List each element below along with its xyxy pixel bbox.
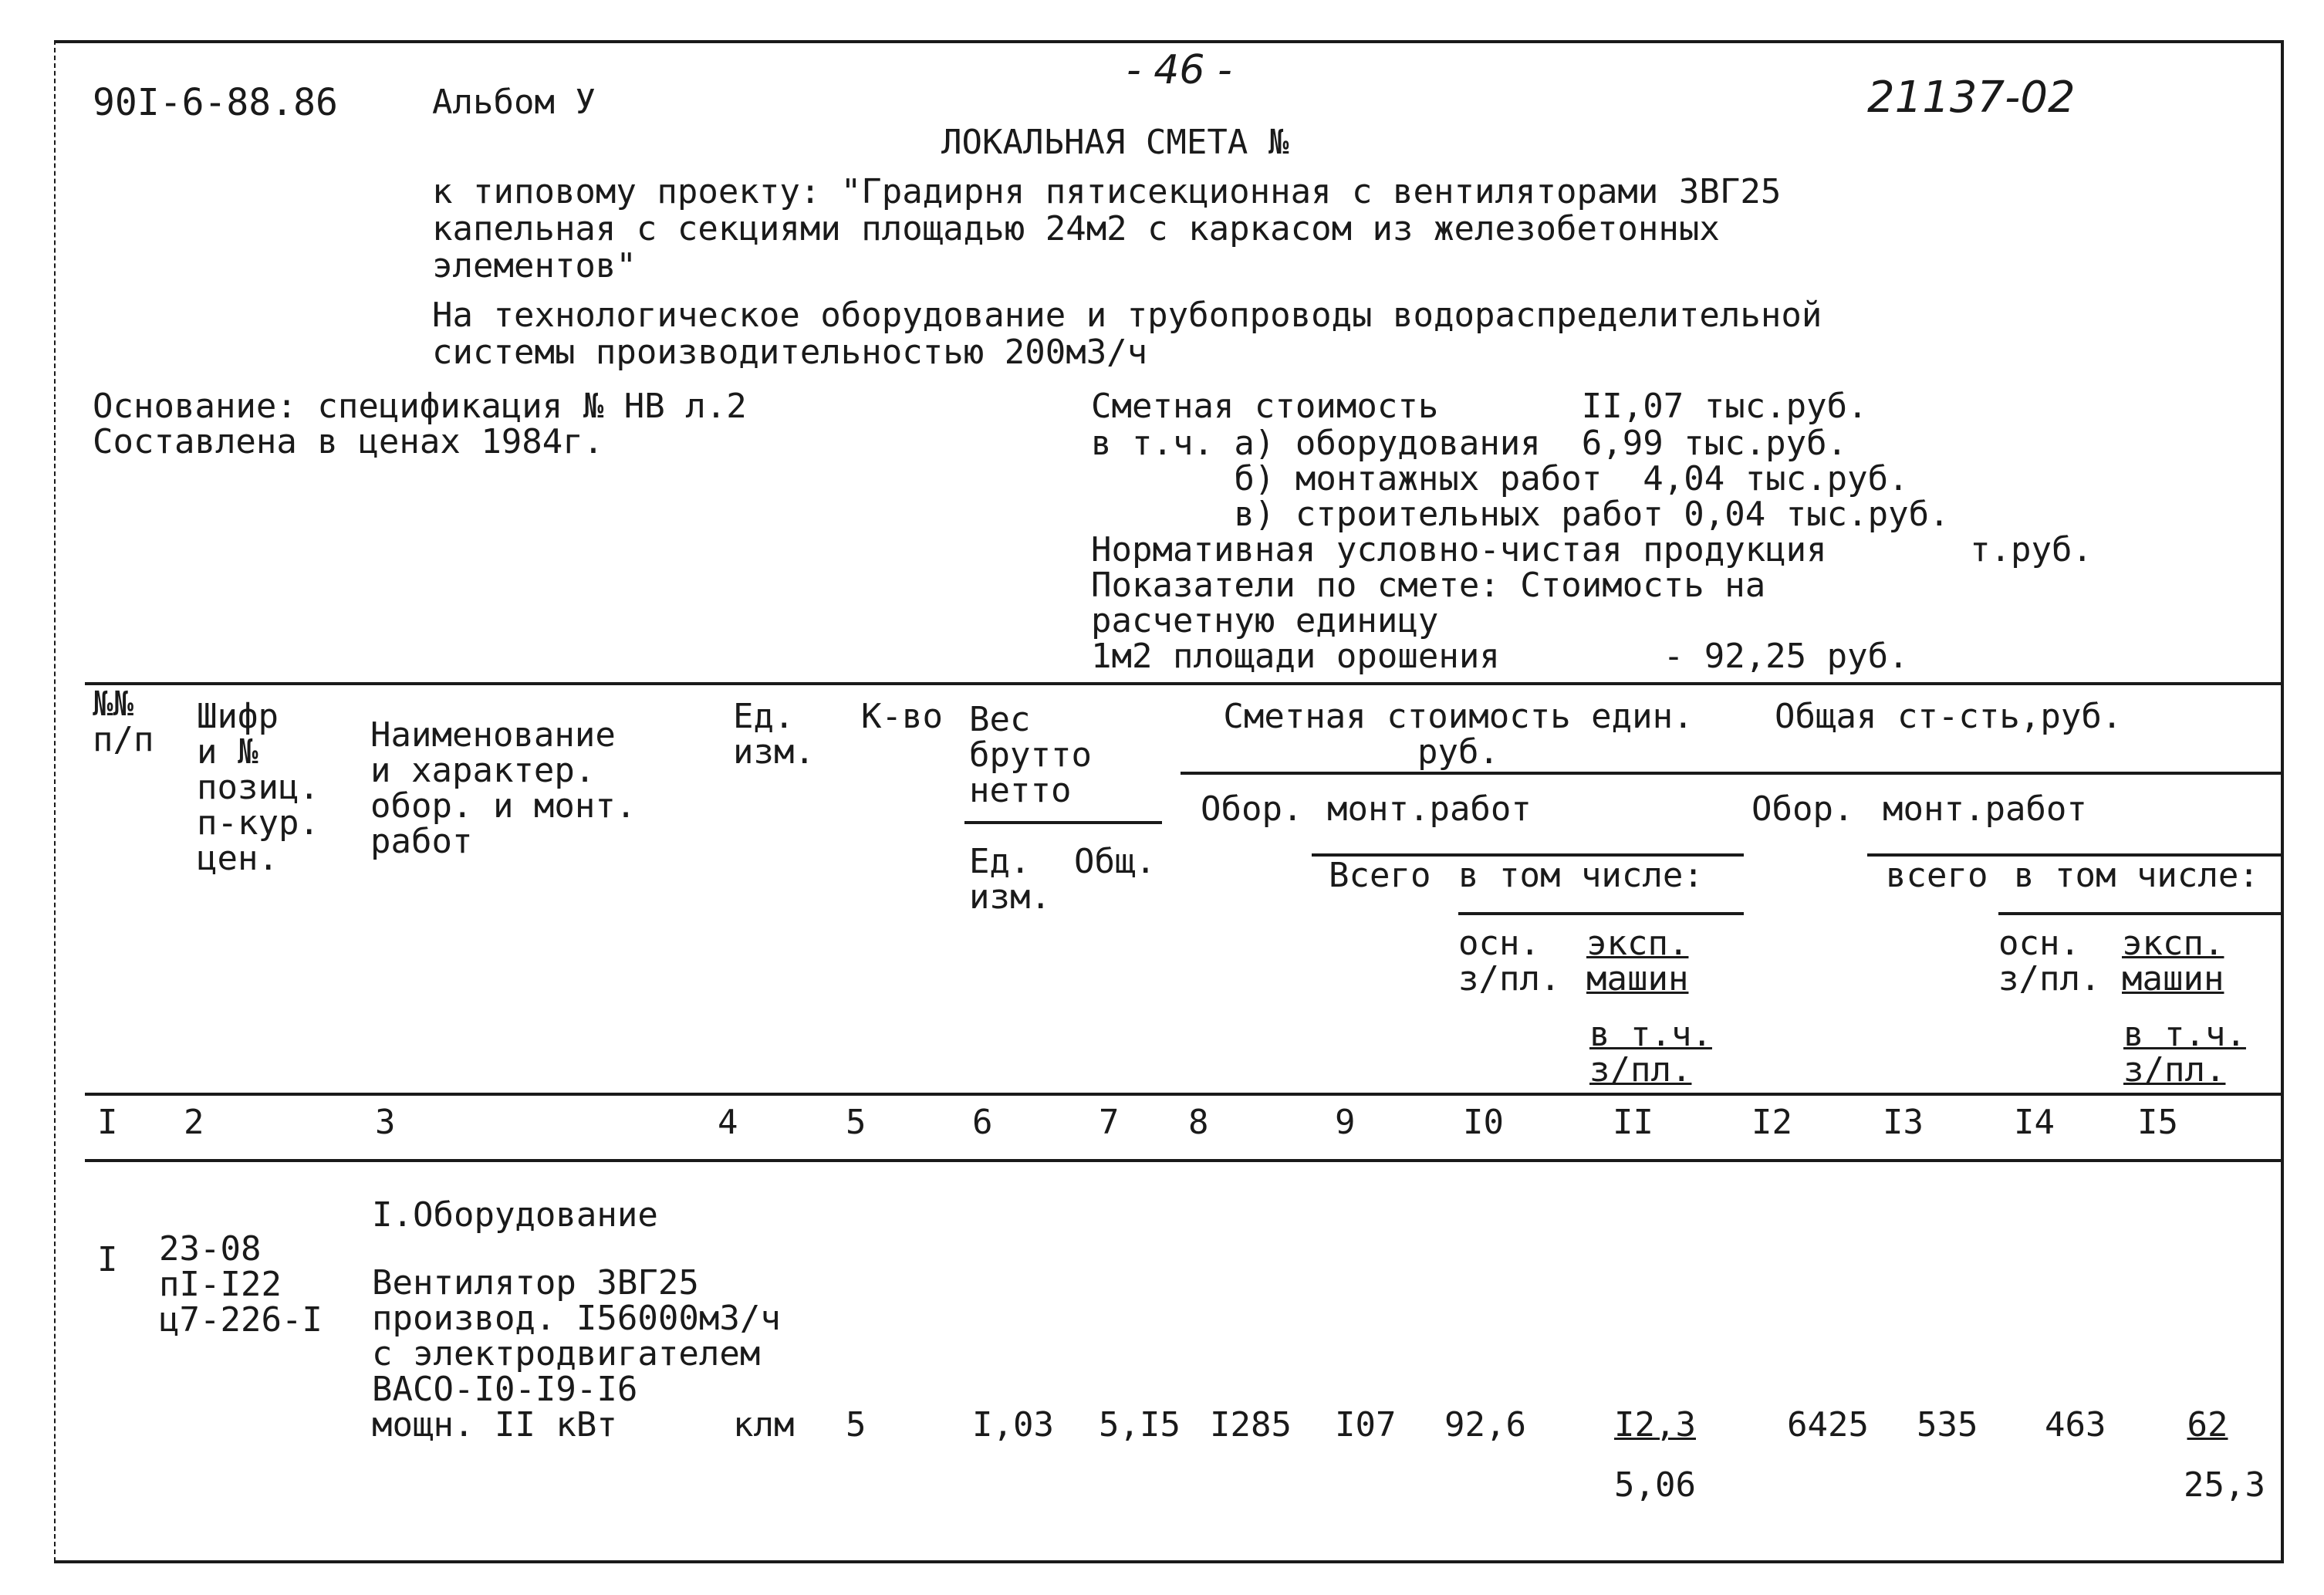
row-mount-unit: I07 [1335, 1405, 1397, 1445]
column-numbers-rule [85, 1159, 2281, 1162]
col-header-base-pay-unit: осн. з/пл. [1458, 924, 1561, 999]
project-line-4: На технологическое оборудование и трубопроводы водораспределительной [432, 296, 1822, 335]
column-number: 3 [375, 1103, 396, 1142]
incl-rule-2 [1998, 912, 2281, 915]
table-header-bottom-rule [85, 1093, 2281, 1096]
col-header-qty: К-во [861, 697, 943, 736]
row-machines-unit: I2,3 [1614, 1405, 1696, 1445]
column-number: 8 [1188, 1103, 1209, 1142]
col-header-name: Наименование и характер. обор. и монт. работ [370, 715, 637, 861]
col-header-code: Шифр и № позиц. п-кур. цен. [197, 697, 319, 878]
column-number: I2 [1751, 1103, 1792, 1142]
section-title: I.Оборудование [372, 1195, 658, 1235]
col-header-machines-pay-total: в т.ч. з/пл. [2123, 1015, 2246, 1090]
col-header-unit-cost: Сметная стоимость един. руб. [1223, 697, 1694, 772]
row-weight-unit: I,03 [972, 1405, 1054, 1445]
row-code: 23-08 пI-I22 ц7-226-I [159, 1229, 323, 1340]
col-header-num: №№ п/п [93, 684, 154, 759]
row-mount-total: 535 [1917, 1405, 1978, 1445]
column-number: 9 [1335, 1103, 1356, 1142]
column-number: 6 [972, 1103, 993, 1142]
basis-line-1: Основание: спецификация № НВ л.2 [93, 387, 747, 426]
col-header-mount-unit: монт.работ [1327, 789, 1532, 829]
cost-line-4: в) строительных работ 0,04 тыс.руб. [1091, 495, 1950, 534]
project-line-1: к типовому проекту: "Градирня пятисекционная с вентиляторами ЗВГ25 [432, 172, 1782, 211]
frame-bottom [54, 1560, 2284, 1563]
column-number: 7 [1099, 1103, 1120, 1142]
cost-line-1: Сметная стоимость II,07 тыс.руб. [1091, 387, 1868, 426]
cost-line-8: 1м2 площади орошения - 92,25 руб. [1091, 637, 1909, 676]
row-base-pay-unit: 92,6 [1444, 1405, 1526, 1445]
row-unit: клм [733, 1405, 795, 1445]
cost-line-3: б) монтажных работ 4,04 тыс.руб. [1091, 459, 1909, 498]
col-header-incl-total: в том числе: [2014, 856, 2259, 895]
col-header-total-all-unit: Всего [1329, 856, 1431, 895]
table-top-rule [85, 682, 2281, 685]
basis-line-2: Составлена в ценах 1984г. [93, 422, 604, 461]
incl-rule-1 [1458, 912, 1744, 915]
col-header-weight: Вес брутто нетто [969, 700, 1092, 810]
cost-line-5: Нормативная условно-чистая продукция т.руб. [1091, 530, 2093, 569]
row-weight-total: 5,I5 [1099, 1405, 1181, 1445]
col-header-machines-total: эксп. машин [2122, 924, 2224, 999]
frame-top [54, 40, 2284, 43]
col-header-equip-total: Обор. [1751, 789, 1854, 829]
column-number: 4 [718, 1103, 738, 1142]
column-number: 2 [184, 1103, 204, 1142]
col-header-weight-unit: Ед. изм. [969, 842, 1051, 917]
column-number: I5 [2137, 1103, 2178, 1142]
column-number: I [97, 1103, 118, 1142]
row-machines-total: 62 [2187, 1405, 2228, 1445]
row-qty: 5 [846, 1405, 866, 1445]
column-number: II [1613, 1103, 1653, 1142]
column-number: 5 [846, 1103, 866, 1142]
col-header-unit: Ед. изм. [733, 697, 815, 772]
row-name: Вентилятор ЗВГ25 производ. I56000м3/ч с электродвигателем ВАСО-I0-I9-I6 мощн. II кВт [372, 1263, 781, 1445]
estimate-title: ЛОКАЛЬНАЯ СМЕТА № [941, 123, 1289, 162]
row-base-pay-total: 463 [2045, 1405, 2106, 1445]
column-number: I4 [2014, 1103, 2055, 1142]
frame-right [2281, 40, 2284, 1562]
col-header-weight-total: Общ. [1074, 842, 1156, 881]
project-line-5: системы производительностью 200м3/ч [432, 333, 1148, 372]
col-header-mount-total: монт.работ [1883, 789, 2087, 829]
project-line-2: капельная с секциями площадью 24м2 с каркасом из железобетонных [432, 209, 1720, 248]
col-header-machines-pay-unit: в т.ч. з/пл. [1589, 1015, 1712, 1090]
col-header-total-cost: Общая ст-сть,руб. [1775, 697, 2123, 736]
row-machines-pay-unit: 5,06 [1614, 1465, 1696, 1505]
column-number: I3 [1883, 1103, 1924, 1142]
doc-number: 21137-02 [1867, 73, 2076, 123]
weight-rule [964, 821, 1162, 824]
col-header-equip-unit: Обор. [1201, 789, 1303, 829]
cost-line-6: Показатели по смете: Стоимость на [1091, 566, 1766, 605]
col-header-base-pay-total: осн. з/пл. [1998, 924, 2101, 999]
row-num: I [97, 1240, 118, 1279]
unit-cost-rule [1181, 772, 2281, 775]
col-header-incl-unit: в том числе: [1458, 856, 1704, 895]
page-number: - 46 - [1127, 47, 1232, 93]
row-equip-unit: I285 [1210, 1405, 1292, 1445]
row-machines-pay-total: 25,3 [2184, 1465, 2265, 1505]
row-equip-total: 6425 [1787, 1405, 1869, 1445]
col-header-total-all-total: всего [1886, 856, 1988, 895]
project-line-3: элементов" [432, 246, 637, 286]
frame-left [54, 40, 56, 1562]
column-number: I0 [1463, 1103, 1504, 1142]
doc-code: 90I-6-88.86 [93, 81, 338, 124]
album-label: Альбом У [432, 83, 596, 122]
cost-line-7: расчетную единицу [1091, 601, 1439, 640]
cost-line-2: в т.ч. а) оборудования 6,99 тыс.руб. [1091, 424, 1848, 463]
col-header-machines-unit: эксп. машин [1586, 924, 1689, 999]
